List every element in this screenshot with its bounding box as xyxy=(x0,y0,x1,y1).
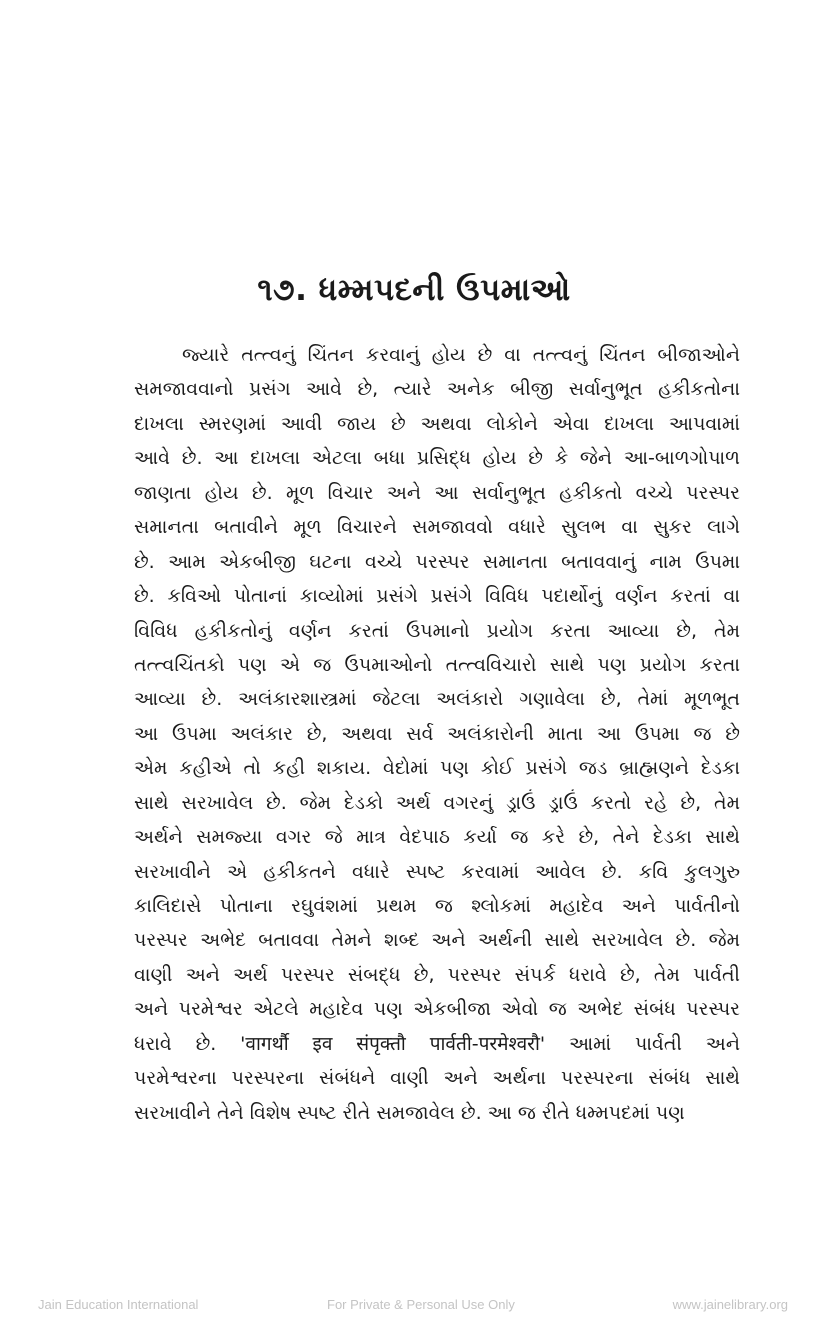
text-line: સમજાવવાનો પ્રસંગ આવે છે, ત્યારે અનેક બીજી સર્વાનુભૂત હકીકતોના xyxy=(134,378,740,401)
text-line: વિવિધ હકીકતોનું વર્ણન કરતાં ઉપમાનો પ્રયોગ કરતા આવ્યા છે, તેમ xyxy=(134,619,740,642)
text-line: છે. આમ એકબીજી ઘટના વચ્ચે પરસ્પર સમાનતા બતાવવાનું નામ ઉપમા xyxy=(134,550,740,573)
footer-publisher: Jain Education International xyxy=(38,1297,199,1312)
text-line: એમ કહીએ તો કહી શકાય. વેદોમાં પણ કોઈ પ્રસંગે જડ બ્રાહ્મણને દેડકા xyxy=(134,757,740,780)
chapter-title: ૧૭. ધમ્મપદની ઉપમાઓ xyxy=(257,272,571,308)
text-line: પરસ્પર અભેદ બતાવવા તેમને શબ્દ અને અર્થની સાથે સરખાવેલ છે. જેમ xyxy=(134,929,740,952)
text-line: અર્થને સમજ્યા વગર જે માત્ર વેદપાઠ કર્યા જ કરે છે, તેને દેડકા સાથે xyxy=(134,826,740,849)
text-line: તત્ત્વચિંતકો પણ એ જ ઉપમાઓનો તત્ત્વવિચારો સાથે પણ પ્રયોગ કરતા xyxy=(134,653,740,676)
text-line: છે. કવિઓ પોતાનાં કાવ્યોમાં પ્રસંગે પ્રસંગે વિવિધ પદાર્થોનું વર્ણન કરતાં વા xyxy=(134,585,740,608)
text-line: જ્યારે તત્ત્વનું ચિંતન કરવાનું હોય છે વા તત્ત્વનું ચિંતન બીજાઓને xyxy=(182,344,740,366)
footer-usage-note: For Private & Personal Use Only xyxy=(327,1297,515,1312)
text-line: કાલિદાસે પોતાના રઘુવંશમાં પ્રથમ જ શ્લોકમાં મહાદેવ અને પાર્વતીનો xyxy=(134,895,740,917)
text-line: અને પરમેશ્વર એટલે મહાદેવ પણ એકબીજા એવો જ અભેદ સંબંધ પરસ્પર xyxy=(134,998,740,1021)
text-line: વાણી અને અર્થ પરસ્પર સંબદ્ધ છે, પરસ્પર સંપર્ક ધરાવે છે, તેમ પાર્વતી xyxy=(134,963,740,986)
text-line: સમાનતા બતાવીને મૂળ વિચારને સમજાવવો વધારે સુલભ વા સુકર લાગે xyxy=(134,516,740,539)
text-line: પરમેશ્વરના પરસ્પરના સંબંધને વાણી અને અર્થના પરસ્પરના સંબંધ સાથે xyxy=(134,1067,740,1090)
text-line: આવે છે. આ દાખલા એટલા બધા પ્રસિદ્ધ હોય છે કે જેને આ-બાળગોપાળ xyxy=(134,447,740,470)
body-text xyxy=(134,338,740,1130)
text-line: ધરાવે છે. 'वागर्थौ इव संपृक्तौ पार्वती-परमेश्वरौ' આમાં પાર્વતી અને xyxy=(134,1032,740,1055)
text-line: સરખાવીને તેને વિશેષ સ્પષ્ટ રીતે સમજાવેલ છે. આ જ રીતે ધમ્મપદમાં પણ xyxy=(134,1101,685,1124)
text-line: સાથે સરખાવેલ છે. જેમ દેડકો અર્થ વગરનું ડ્રાઉં ડ્રાઉં કરતો રહે છે, તેમ xyxy=(134,791,740,814)
text-line: જાણતા હોય છે. મૂળ વિચાર અને આ સર્વાનુભૂત હકીકતો વચ્ચે પરસ્પર xyxy=(134,481,740,504)
footer-website-link[interactable]: www.jainelibrary.org xyxy=(672,1297,788,1312)
text-line: દાખલા સ્મરણમાં આવી જાય છે અથવા લોકોને એવા દાખલા આપવામાં xyxy=(134,412,740,435)
text-line: સરખાવીને એ હકીકતને વધારે સ્પષ્ટ કરવામાં આવેલ છે. કવિ કુલગુરુ xyxy=(134,860,740,883)
text-line: આ ઉપમા અલંકાર છે, અથવા સર્વ અલંકારોની માતા આ ઉપમા જ છે xyxy=(134,722,740,745)
text-line: આવ્યા છે. અલંકારશાસ્ત્રમાં જેટલા અલંકારો ગણાવેલા છે, તેમાં મૂળભૂત xyxy=(134,688,740,711)
